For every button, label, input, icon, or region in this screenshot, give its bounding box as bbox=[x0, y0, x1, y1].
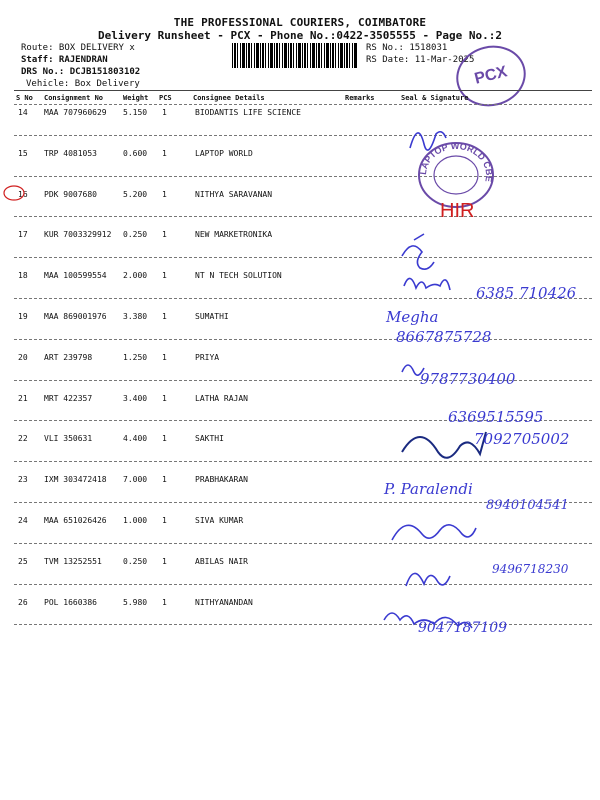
cell-consignee: NITHYANANDAN bbox=[195, 597, 253, 607]
cell-pcs: 1 bbox=[162, 352, 167, 362]
cell-pcs: 1 bbox=[162, 475, 167, 485]
table-top-rule bbox=[14, 90, 592, 91]
cell-consignee: ABILAS NAIR bbox=[195, 556, 248, 566]
cell-weight: 1.000 bbox=[123, 516, 148, 525]
handwritten-phone-row-21: 6369515595 bbox=[448, 408, 544, 426]
document-title: THE PROFESSIONAL COURIERS, COIMBATORE bbox=[173, 16, 427, 29]
cell-consignee: NITHYA SARAVANAN bbox=[195, 189, 273, 199]
col-header-seal: Seal & Signature bbox=[401, 94, 469, 102]
signature-row-18 bbox=[404, 278, 450, 290]
cell-pcs: 1 bbox=[162, 230, 167, 240]
cell-sno: 16 bbox=[18, 189, 28, 199]
cell-consignee: PRIYA bbox=[195, 352, 220, 362]
cell-sno: 22 bbox=[18, 434, 28, 444]
cell-consignee: NEW MARKETRONIKA bbox=[195, 230, 273, 240]
cell-sno: 14 bbox=[18, 108, 28, 117]
handwritten-phone-row-25: 9496718230 bbox=[492, 562, 569, 576]
signature-row-17 bbox=[402, 234, 434, 269]
cell-consignment-no: MAA 707960629 bbox=[44, 108, 107, 117]
cell-pcs: 1 bbox=[162, 516, 167, 525]
cell-weight: 3.380 bbox=[123, 312, 148, 321]
cell-consignee: SAKTHI bbox=[195, 434, 224, 444]
handwritten-phone-row-24: 8940104541 bbox=[486, 498, 569, 513]
handwritten-name-row-23: P. Paralendi bbox=[384, 480, 473, 498]
cell-sno: 25 bbox=[18, 556, 28, 566]
cell-consignment-no: MAA 651026426 bbox=[44, 516, 107, 525]
cell-weight: 0.600 bbox=[123, 148, 148, 158]
document-subtitle: Delivery Runsheet - PCX - Phone No.:0422-3505555 - Page No.:2 bbox=[98, 29, 502, 42]
cell-pcs: 1 bbox=[162, 393, 167, 403]
handwritten-phone-row-19: 8667875728 bbox=[396, 328, 492, 346]
cell-weight: 0.250 bbox=[123, 556, 148, 566]
pcx-stamp: PCX bbox=[450, 38, 532, 113]
cell-weight: 4.400 bbox=[123, 434, 148, 444]
cell-consignee: BIODANTIS LIFE SCIENCE bbox=[195, 108, 301, 117]
cell-consignment-no: TVM 13252551 bbox=[44, 556, 102, 566]
cell-consignment-no: VLI 350631 bbox=[44, 434, 93, 444]
row-separator bbox=[14, 543, 592, 544]
cell-pcs: 1 bbox=[162, 271, 167, 281]
rs-number: RS No.: 1518031 bbox=[366, 43, 448, 53]
cell-weight: 7.000 bbox=[123, 475, 148, 485]
cell-sno: 18 bbox=[18, 271, 28, 281]
cell-consignment-no: PDK 9007680 bbox=[44, 189, 97, 199]
cell-pcs: 1 bbox=[162, 597, 167, 607]
cell-pcs: 1 bbox=[162, 434, 167, 444]
cell-pcs: 1 bbox=[162, 108, 167, 117]
cell-consignment-no: MAA 869001976 bbox=[44, 312, 107, 321]
row-separator bbox=[14, 216, 592, 217]
cell-sno: 26 bbox=[18, 597, 28, 607]
cell-sno: 24 bbox=[18, 516, 28, 525]
cell-consignee: NT N TECH SOLUTION bbox=[195, 271, 282, 281]
cell-weight: 5.150 bbox=[123, 108, 148, 117]
row-separator bbox=[14, 257, 592, 258]
col-header-consignment: Consignment No bbox=[44, 94, 104, 102]
col-header-weight: Weight bbox=[123, 94, 149, 102]
cell-sno: 19 bbox=[18, 312, 28, 321]
handwritten-phone-row-26: 9047187109 bbox=[418, 620, 508, 636]
col-header-remarks: Remarks bbox=[345, 94, 375, 102]
cell-consignment-no: KUR 7003329912 bbox=[44, 230, 112, 240]
cell-consignment-no: MAA 100599554 bbox=[44, 271, 107, 281]
row-separator bbox=[14, 339, 592, 340]
cell-sno: 23 bbox=[18, 475, 28, 485]
col-header-sno: S No bbox=[16, 94, 33, 102]
cell-weight: 2.000 bbox=[123, 271, 148, 281]
handwritten-phone-row-22: 7092705002 bbox=[474, 430, 570, 448]
route-info: Route: BOX DELIVERY x bbox=[21, 43, 135, 53]
signature-row-24 bbox=[392, 525, 476, 540]
table-header-rule bbox=[14, 104, 592, 105]
row-separator bbox=[14, 135, 592, 136]
cell-consignee: LATHA RAJAN bbox=[195, 393, 248, 403]
cell-sno: 20 bbox=[18, 352, 28, 362]
row-separator bbox=[14, 584, 592, 585]
cell-consignment-no: IXM 303472418 bbox=[44, 475, 107, 485]
cell-pcs: 1 bbox=[162, 312, 167, 321]
cell-consignment-no: MRT 422357 bbox=[44, 393, 93, 403]
row-separator bbox=[14, 176, 592, 177]
cell-sno: 17 bbox=[18, 230, 28, 240]
handwritten-phone-row-20: 9787730400 bbox=[420, 370, 516, 388]
cell-consignment-no: ART 239798 bbox=[44, 352, 93, 362]
cell-consignment-no: POL 1660386 bbox=[44, 597, 97, 607]
cell-consignee: PRABHAKARAN bbox=[195, 475, 248, 485]
cell-pcs: 1 bbox=[162, 556, 167, 566]
barcode bbox=[232, 43, 358, 68]
vehicle-info: Vehicle: Box Delivery bbox=[26, 79, 140, 89]
cell-weight: 5.200 bbox=[123, 189, 148, 199]
svg-text:LAPTOP WORLD CBE: LAPTOP WORLD CBE bbox=[417, 140, 495, 183]
handwritten-name-row-19: Megha bbox=[386, 308, 439, 326]
col-header-pcs: PCS bbox=[159, 94, 172, 102]
cell-consignee: SUMATHI bbox=[195, 312, 229, 321]
cell-sno: 21 bbox=[18, 393, 28, 403]
cell-pcs: 1 bbox=[162, 148, 167, 158]
cell-consignee: SIVA KUMAR bbox=[195, 516, 244, 525]
cell-weight: 1.250 bbox=[123, 352, 148, 362]
cell-consignment-no: TRP 4081053 bbox=[44, 148, 97, 158]
cell-sno: 15 bbox=[18, 148, 28, 158]
col-header-consignee: Consignee Details bbox=[193, 94, 265, 102]
cell-consignee: LAPTOP WORLD bbox=[195, 148, 253, 158]
handwritten-note-row-16: HIR bbox=[440, 200, 475, 222]
cell-pcs: 1 bbox=[162, 189, 167, 199]
staff-info: Staff: RAJENDRAN bbox=[21, 55, 108, 65]
drs-info: DRS No.: DCJB151803102 bbox=[21, 67, 141, 77]
cell-weight: 5.980 bbox=[123, 597, 148, 607]
cell-weight: 3.400 bbox=[123, 393, 148, 403]
row-separator bbox=[14, 461, 592, 462]
handwritten-phone-row-18: 6385 710426 bbox=[476, 284, 577, 302]
rs-date: RS Date: 11-Mar-2025 bbox=[366, 55, 475, 65]
cell-weight: 0.250 bbox=[123, 230, 148, 240]
